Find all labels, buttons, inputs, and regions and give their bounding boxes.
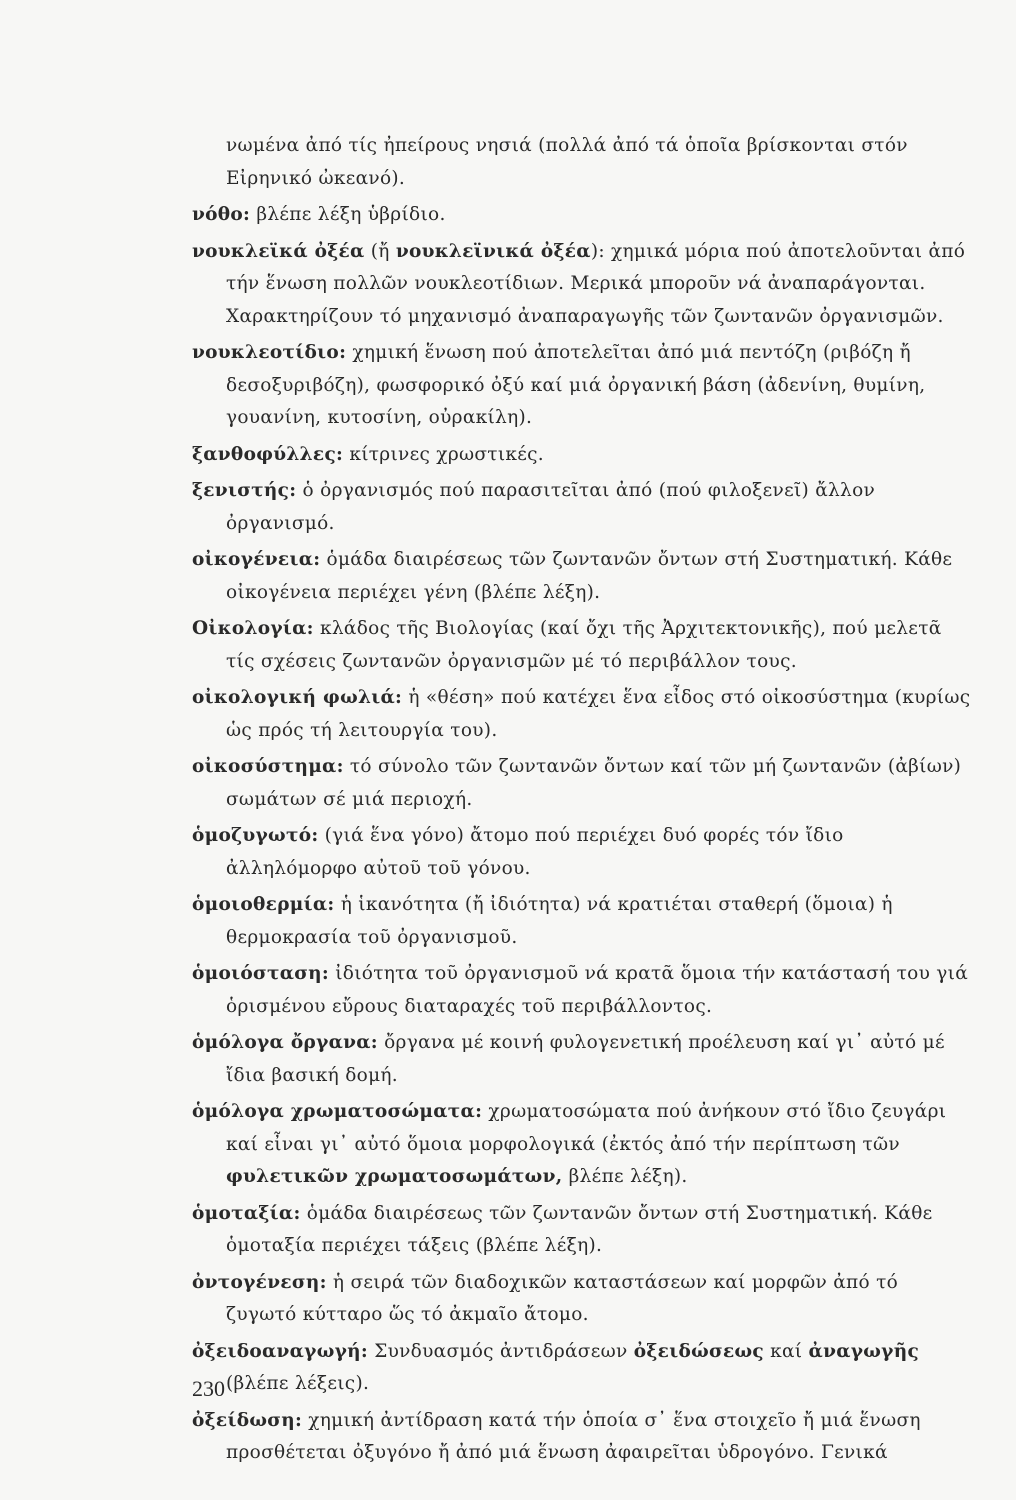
entry-text: ὁ ὀργανισμός πού παρασιτεῖται ἀπό (πού φιλοξενεῖ) ἄλλον ὀργανισμό. <box>226 480 876 534</box>
entry-term: ξανθοφύλλες: <box>192 443 344 465</box>
entry-term: νουκλεοτίδιο: <box>192 342 347 363</box>
entry-text: καί <box>763 1340 809 1362</box>
continuation-line-1: νωμένα ἀπό τίς ἠπείρους νησιά (πολλά ἀπό τά ὁποῖα βρίσκονται στόν <box>226 135 908 156</box>
entry-term: ἀναγωγῆς <box>808 1340 920 1362</box>
glossary-entry <box>192 613 972 678</box>
glossary-entry <box>192 1198 972 1263</box>
entry-list <box>192 199 972 1470</box>
glossary-entry <box>192 1027 972 1092</box>
entry-text: ἡ ἱκανότητα (ἤ ἰδιότητα) νά κρατιέται σταθερή (ὅμοια) ἡ θερμοκρασία τοῦ ὀργανισμοῦ. <box>226 894 893 948</box>
entry-term: ὀντογένεση: <box>192 1271 327 1293</box>
entry-text: βλέπε λέξη). <box>562 1166 688 1187</box>
entry-term: οἰκοσύστημα: <box>192 756 344 777</box>
glossary-entry <box>192 544 972 609</box>
entry-term: οἰκολογική φωλιά: <box>192 687 403 708</box>
entry-text: χρωματοσώματα πού ἀνήκουν στό ἴδιο ζευγάρι καί εἶναι γι᾿ αὐτό ὅμοια μορφολογικά (ἐκτός ἀπό τήν περίπτωση τῶν <box>226 1101 947 1155</box>
glossary-entry <box>192 439 972 472</box>
entry-term: νουκλεϊνικά ὀξέα <box>395 240 591 262</box>
entry-term: νουκλεϊκά ὀξέα <box>192 240 365 262</box>
glossary-entry <box>192 751 972 816</box>
entry-term: ὁμόλογα χρωματοσώματα: <box>192 1101 483 1122</box>
entry-text: ὁμάδα διαιρέσεως τῶν ζωντανῶν ὄντων στή Συστηματική. Κάθε ὁμοταξία περιέχει τάξεις (βλέπε λέξη). <box>226 1202 933 1256</box>
entry-term: ὀξειδοαναγωγή: <box>192 1340 369 1362</box>
entry-term: ὀξειδώσεως <box>633 1340 764 1362</box>
glossary-entry <box>192 1267 972 1332</box>
entry-term: φυλετικῶν χρωματοσωμάτων, <box>226 1166 563 1187</box>
entry-term: ὁμοιοθερμία: <box>192 894 335 915</box>
entry-text: ): χημικά μόρια πού ἀποτελοῦνται ἀπό τήν ἕνωση πολλῶν νουκλεοτίδιων. Μερικά μποροῦν νά ἀναπαράγονται. Χαρακτηρίζουν τό μηχανισμό ἀναπαραγωγῆς τῶν ζωντανῶν ὀργανισμῶν. <box>226 240 966 327</box>
glossary-entry <box>192 820 972 885</box>
glossary-entry <box>192 1336 972 1401</box>
entry-text: (γιά ἕνα γόνο) ἄτομο πού περιέχει δυό φορές τόν ἴδιο ἀλληλόμορφο αὐτοῦ τοῦ γόνου. <box>226 825 844 879</box>
entry-term: ὁμοταξία: <box>192 1202 301 1224</box>
entry-term: ὁμοζυγωτό: <box>192 825 319 846</box>
glossary-entry <box>192 199 972 232</box>
glossary-entry <box>192 889 972 954</box>
entry-term: ξενιστής: <box>192 480 297 501</box>
entry-text: Συνδυασμός ἀντιδράσεων <box>368 1340 634 1362</box>
entry-text: τό σύνολο τῶν ζωντανῶν ὄντων καί τῶν μή ζωντανῶν (ἀβίων) σωμάτων σέ μιά περιοχή. <box>226 756 962 810</box>
entry-term: ὀξείδωση: <box>192 1409 303 1431</box>
entry-term: ὁμόλογα ὄργανα: <box>192 1032 378 1053</box>
glossary-entry <box>192 475 972 540</box>
glossary-entry <box>192 1096 972 1194</box>
glossary-entries <box>192 130 972 1474</box>
glossary-entry <box>192 337 972 435</box>
entry-term: ὁμοιόσταση: <box>192 963 330 984</box>
glossary-entry <box>192 236 972 334</box>
entry-text: (ἤ <box>364 240 396 262</box>
entry-text: ὁμάδα διαιρέσεως τῶν ζωντανῶν ὄντων στή Συστηματική. Κάθε οἰκογένεια περιέχει γένη (βλέπε λέξη). <box>226 549 953 603</box>
entry-text: χημική ἀντίδραση κατά τήν ὁποία σ᾿ ἕνα στοιχεῖο ἤ μιά ἕνωση προσθέτεται ὀξυγόνο ἤ ἀπό μιά ἕνωση ἀφαιρεῖται ὑδρογόνο. Γενικά <box>226 1409 921 1463</box>
entry-text: (βλέπε λέξεις). <box>226 1373 370 1394</box>
entry-text: βλέπε λέξη ὑβρίδιο. <box>250 204 446 225</box>
entry-text: ἡ σειρά τῶν διαδοχικῶν καταστάσεων καί μορφῶν ἀπό τό ζυγωτό κύτταρο ὥς τό ἀκμαῖο ἄτομο. <box>226 1271 899 1325</box>
entry-text: ὄργανα μέ κοινή φυλογενετική προέλευση καί γι᾿ αὐτό μέ ἴδια βασική δομή. <box>226 1032 945 1086</box>
entry-text: ἰδιότητα τοῦ ὀργανισμοῦ νά κρατᾶ ὅμοια τήν κατάστασή του γιά ὁρισμένου εὔρους διαταραχές τοῦ περιβάλλοντος. <box>226 963 968 1017</box>
glossary-entry <box>192 958 972 1023</box>
entry-term: νόθο: <box>192 204 251 225</box>
continuation-text <box>192 130 972 195</box>
entry-text: κλάδος τῆς Βιολογίας (καί ὄχι τῆς Ἀρχιτεκτονικῆς), πού μελετᾶ τίς σχέσεις ζωντανῶν ὀργανισμῶν μέ τό περιβάλλον τους. <box>226 618 942 672</box>
entry-term: Οἰκολογία: <box>192 618 314 639</box>
glossary-entry <box>192 682 972 747</box>
entry-term: οἰκογένεια: <box>192 549 321 570</box>
glossary-entry <box>192 1405 972 1470</box>
entry-text: ἡ «θέση» πού κατέχει ἕνα εἶδος στό οἰκοσύστημα (κυρίως ὡς πρός τή λειτουργία του). <box>226 687 971 741</box>
continuation-line-2: Εἰρηνικό ὠκεανό). <box>226 167 406 189</box>
entry-text: χημική ἕνωση πού ἀποτελεῖται ἀπό μιά πεντόζη (ριβόζη ἤ δεσοξυριβόζη), φωσφορικό ὀξύ καί μιά ὀργανική βάση (ἀδενίνη, θυμίνη, γουανίνη, κυτοσίνη, οὐρακίλη). <box>226 342 926 428</box>
entry-text: κίτρινες χρωστικές. <box>343 443 544 465</box>
page-number: 230 <box>192 1376 225 1401</box>
